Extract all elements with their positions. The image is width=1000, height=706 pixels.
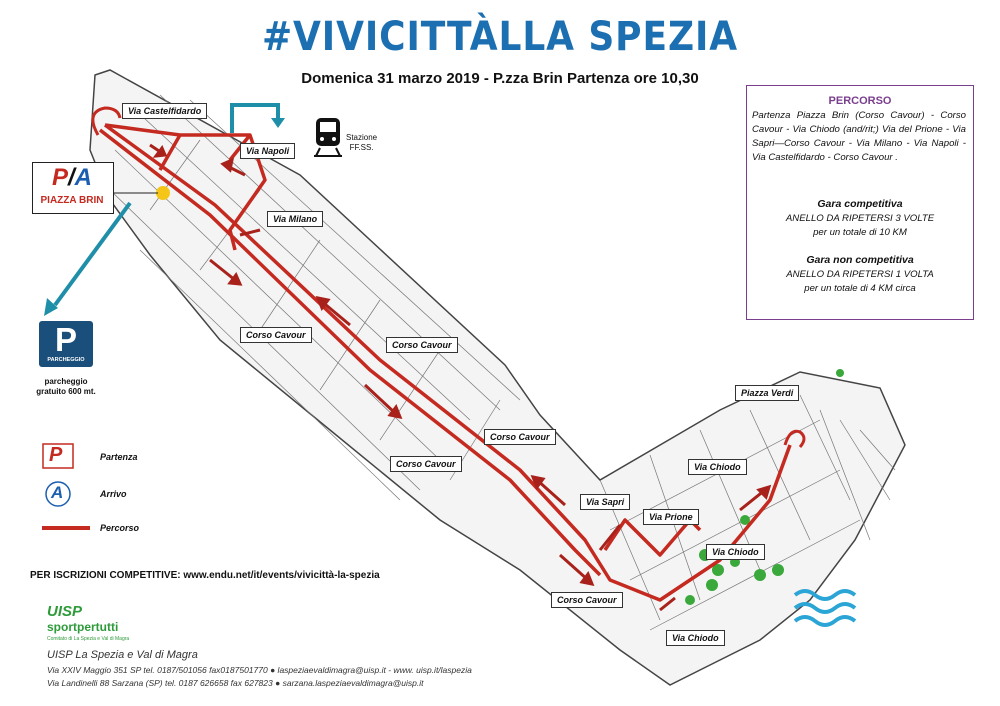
street-label-sapri: Via Sapri (580, 494, 630, 510)
parking-label: PARCHEGGIO (47, 357, 85, 363)
event-subtitle: Domenica 31 marzo 2019 - P.zza Brin Partenza ore 10,30 (301, 70, 699, 87)
route-info-title: PERCORSO (828, 95, 892, 107)
organizer-address-2: Via Landinelli 88 Sarzana (SP) tel. 0187 626658 fax 627823 ● sarzana.laspeziaevaldimagra@uisp.it (47, 678, 424, 688)
registration-link[interactable]: PER ISCRIZIONI COMPETITIVE: www.endu.net/it/events/vivicittà-la-spezia (30, 570, 380, 581)
start-point-marker (156, 186, 170, 200)
street-label-chiodo-3: Via Chiodo (666, 630, 725, 646)
noncompetitive-line1: ANELLO DA RIPETERSI 1 VOLTA (786, 269, 934, 280)
street-label-milano: Via Milano (267, 211, 323, 227)
noncompetitive-title: Gara non competitiva (806, 254, 914, 266)
legend-route-label: Percorso (100, 523, 140, 533)
competitive-line2: per un totale di 10 KM (813, 227, 907, 238)
street-label-cavour-2: Corso Cavour (386, 337, 458, 353)
street-label-cavour-1: Corso Cavour (240, 327, 312, 343)
noncompetitive-line2: per un totale di 4 KM circa (804, 283, 916, 294)
street-label-verdi: Piazza Verdi (735, 385, 799, 401)
street-label-cavour-5: Corso Cavour (551, 592, 623, 608)
start-location-name: PIAZZA BRIN (40, 195, 104, 206)
street-label-prione: Via Prione (643, 509, 699, 525)
legend-start-label: Partenza (100, 452, 138, 462)
organizer-address-1: Via XXIV Maggio 351 SP tel. 0187/501056 fax0187501770 ● laspeziaevaldimagra@uisp.it - www. uisp.it/laspezia (47, 665, 472, 675)
street-label-chiodo-1: Via Chiodo (688, 459, 747, 475)
station-pointer (232, 105, 278, 133)
station-label (346, 133, 377, 153)
street-label-napoli: Via Napoli (240, 143, 295, 159)
competitive-line1: ANELLO DA RIPETERSI 3 VOLTE (785, 213, 935, 224)
street-label-cavour-3: Corso Cavour (390, 456, 462, 472)
organizer-name: UISP La Spezia e Val di Magra (47, 649, 198, 661)
start-finish-logo: P/A (51, 164, 93, 191)
competitive-title: Gara competitiva (817, 198, 903, 210)
parking-note (26, 377, 106, 397)
route-description: Partenza Piazza Brin (Corso Cavour) - Corso Cavour - Via Chiodo (and/rit;) Via del Prione - Via Sapri—Corso Cavour - Via Milano - Via Napoli - Via Castelfidardo - Corso Cavour . (752, 110, 966, 163)
parking-note-line1: parcheggio (44, 377, 88, 386)
street-label-castelfidardo: Via Castelfidardo (122, 103, 207, 119)
street-label-chiodo-2: Via Chiodo (706, 544, 765, 560)
parking-letter: P (54, 321, 77, 358)
legend-finish-label: Arrivo (100, 489, 127, 499)
uisp-logo-committee: Comitato di La Spezia e Val di Magra (47, 636, 130, 642)
station-label-line1: Stazione (346, 133, 378, 142)
uisp-logo-subtitle: sportpertutti (47, 620, 119, 634)
parking-note-line2: gratuito 600 mt. (36, 387, 96, 396)
street-label-cavour-4: Corso Cavour (484, 429, 556, 445)
train-icon (314, 118, 342, 156)
uisp-logo: UISP (47, 603, 83, 620)
parking-pointer (55, 203, 130, 305)
legend-finish-symbol: A (51, 483, 64, 502)
legend-start-symbol: P (49, 444, 63, 466)
station-pointer-head (271, 118, 285, 128)
page-title: #VIVICITTÀLLA SPEZIA (261, 14, 739, 60)
station-label-line2: FF.SS. (349, 143, 374, 152)
